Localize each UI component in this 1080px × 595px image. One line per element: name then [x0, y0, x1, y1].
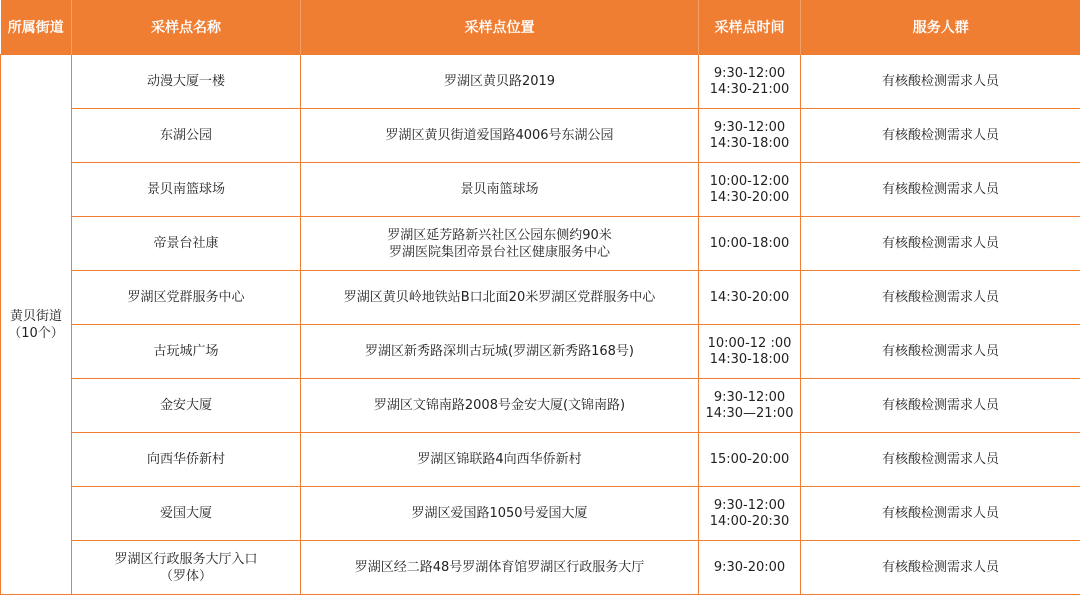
service-group-cell: 有核酸检测需求人员 — [801, 109, 1080, 163]
service-group-cell: 有核酸检测需求人员 — [801, 325, 1080, 379]
street-cell — [1, 55, 72, 595]
site-time-cell-line: 9:30-12:00 — [703, 390, 796, 406]
site-name-cell — [72, 379, 301, 433]
table-row — [1, 379, 1080, 433]
site-location-cell — [301, 325, 699, 379]
site-name-cell — [72, 271, 301, 325]
table-header-row — [1, 0, 1080, 55]
service-group-cell: 有核酸检测需求人员 — [801, 487, 1080, 541]
site-time-cell — [699, 109, 801, 163]
site-time-cell-line: 10:00-12:00 — [703, 174, 796, 190]
site-time-cell-line: 14:30-21:00 — [703, 82, 796, 98]
site-name-cell — [72, 217, 301, 271]
site-location-cell — [301, 433, 699, 487]
site-location-cell-line: 罗湖区黄贝岭地铁站B口北面20米罗湖区党群服务中心 — [305, 289, 694, 306]
site-location-cell-line: 罗湖医院集团帝景台社区健康服务中心 — [305, 244, 694, 261]
table-row — [1, 55, 1080, 109]
site-location-cell — [301, 271, 699, 325]
site-time-cell-line: 14:30—21:00 — [703, 406, 796, 422]
site-name-cell-line: 罗湖区行政服务大厅入口 — [76, 551, 296, 568]
site-time-cell-line: 14:30-18:00 — [703, 352, 796, 368]
table-row — [1, 487, 1080, 541]
site-location-cell — [301, 487, 699, 541]
site-time-cell — [699, 271, 801, 325]
site-name-cell-line: 动漫大厦一楼 — [76, 73, 296, 90]
site-name-cell — [72, 487, 301, 541]
site-time-cell — [699, 163, 801, 217]
table-row — [1, 109, 1080, 163]
site-time-cell — [699, 55, 801, 109]
site-name-cell — [72, 109, 301, 163]
service-group-cell: 有核酸检测需求人员 — [801, 433, 1080, 487]
site-name-cell-line: 古玩城广场 — [76, 343, 296, 360]
site-name-cell-line: 罗湖区党群服务中心 — [76, 289, 296, 306]
service-group-cell: 有核酸检测需求人员 — [801, 541, 1080, 595]
site-location-cell — [301, 541, 699, 595]
site-time-cell — [699, 217, 801, 271]
table-row — [1, 325, 1080, 379]
service-group-cell: 有核酸检测需求人员 — [801, 271, 1080, 325]
site-name-cell-line: 爱国大厦 — [76, 505, 296, 522]
site-location-cell-line: 罗湖区经二路48号罗湖体育馆罗湖区行政服务大厅 — [305, 559, 694, 576]
table-body — [1, 55, 1080, 595]
site-name-cell-line: 金安大厦 — [76, 397, 296, 414]
table-row — [1, 217, 1080, 271]
site-time-cell-line: 9:30-12:00 — [703, 498, 796, 514]
site-time-cell-line: 14:30-20:00 — [703, 290, 796, 306]
site-time-cell — [699, 379, 801, 433]
site-time-cell-line: 14:30-20:00 — [703, 190, 796, 206]
site-time-cell — [699, 487, 801, 541]
site-location-cell-line: 罗湖区锦联路4向西华侨新村 — [305, 451, 694, 468]
site-time-cell-line: 9:30-12:00 — [703, 120, 796, 136]
header-service-group: 服务人群 — [801, 0, 1080, 55]
site-name-cell — [72, 163, 301, 217]
site-name-cell-line: （罗体） — [76, 568, 296, 585]
site-location-cell-line: 罗湖区黄贝路2019 — [305, 73, 694, 90]
site-location-cell — [301, 109, 699, 163]
service-group-cell: 有核酸检测需求人员 — [801, 163, 1080, 217]
site-name-cell — [72, 433, 301, 487]
site-location-cell-line: 罗湖区黄贝街道爱国路4006号东湖公园 — [305, 127, 694, 144]
table-row — [1, 541, 1080, 595]
table-row — [1, 271, 1080, 325]
table-row — [1, 433, 1080, 487]
site-time-cell-line: 14:00-20:30 — [703, 514, 796, 530]
street-label-line1: 黄贝街道 — [1, 308, 71, 325]
site-name-cell-line: 向西华侨新村 — [76, 451, 296, 468]
header-site-name: 采样点名称 — [72, 0, 301, 55]
table-row — [1, 163, 1080, 217]
header-street: 所属街道 — [1, 0, 72, 55]
service-group-cell: 有核酸检测需求人员 — [801, 379, 1080, 433]
service-group-cell: 有核酸检测需求人员 — [801, 217, 1080, 271]
header-site-location: 采样点位置 — [301, 0, 699, 55]
site-name-cell — [72, 55, 301, 109]
site-location-cell-line: 罗湖区爱国路1050号爱国大厦 — [305, 505, 694, 522]
site-time-cell-line: 10:00-12 :00 — [703, 336, 796, 352]
site-time-cell-line: 10:00-18:00 — [703, 236, 796, 252]
site-time-cell — [699, 433, 801, 487]
site-location-cell — [301, 55, 699, 109]
site-time-cell-line: 15:00-20:00 — [703, 452, 796, 468]
site-name-cell — [72, 541, 301, 595]
header-site-time: 采样点时间 — [699, 0, 801, 55]
site-time-cell-line: 9:30-20:00 — [703, 560, 796, 576]
site-location-cell — [301, 163, 699, 217]
site-time-cell — [699, 541, 801, 595]
site-time-cell-line: 9:30-12:00 — [703, 66, 796, 82]
site-location-cell — [301, 379, 699, 433]
street-label-line2: （10个） — [1, 325, 71, 342]
site-location-cell-line: 罗湖区文锦南路2008号金安大厦(文锦南路) — [305, 397, 694, 414]
site-name-cell-line: 景贝南篮球场 — [76, 181, 296, 198]
site-location-cell-line: 景贝南篮球场 — [305, 181, 694, 198]
site-location-cell-line: 罗湖区延芳路新兴社区公园东侧约90米 — [305, 227, 694, 244]
site-time-cell-line: 14:30-18:00 — [703, 136, 796, 152]
site-location-cell — [301, 217, 699, 271]
site-name-cell-line: 东湖公园 — [76, 127, 296, 144]
service-group-cell: 有核酸检测需求人员 — [801, 55, 1080, 109]
site-name-cell — [72, 325, 301, 379]
site-time-cell — [699, 325, 801, 379]
site-location-cell-line: 罗湖区新秀路深圳古玩城(罗湖区新秀路168号) — [305, 343, 694, 360]
site-name-cell-line: 帝景台社康 — [76, 235, 296, 252]
